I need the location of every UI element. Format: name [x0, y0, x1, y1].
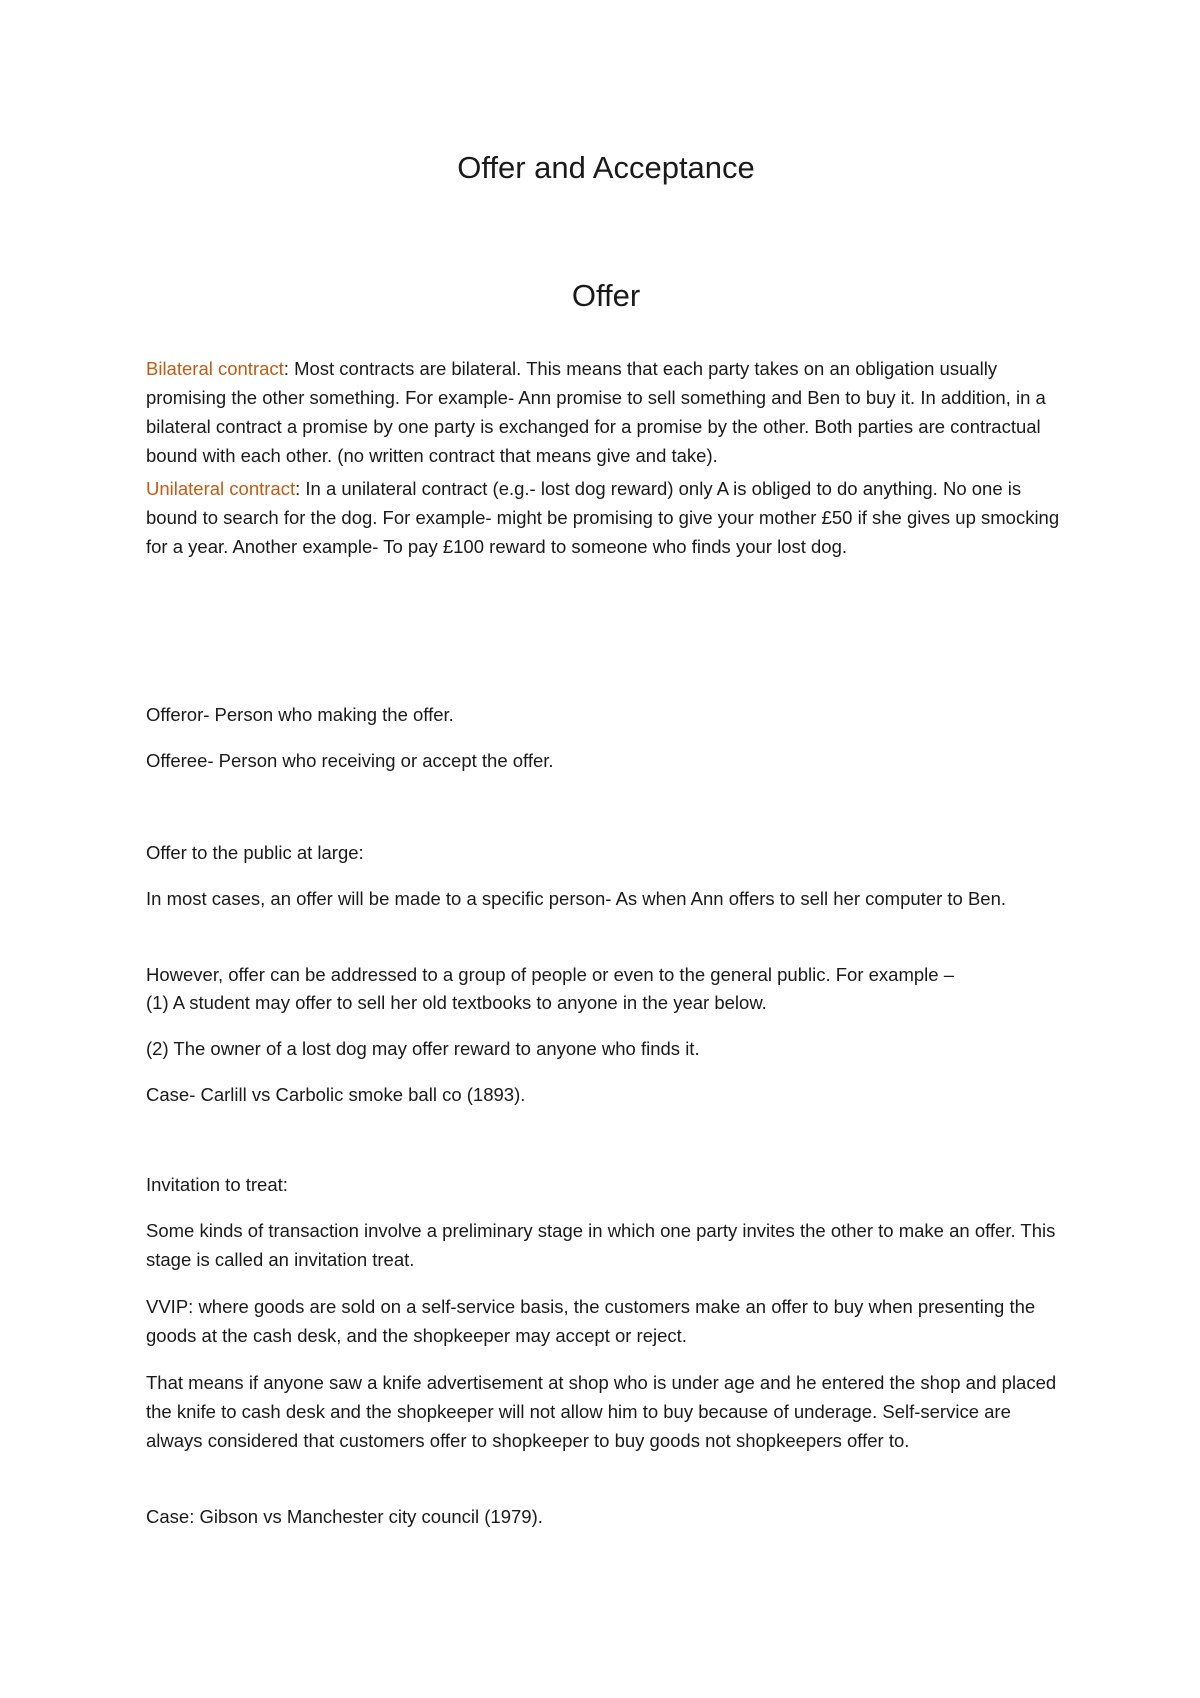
invitation-to-treat-paragraph-1: Some kinds of transaction involve a preliminary stage in which one party invites the other to make an offer. This stage is called an invitation treat. — [146, 1220, 1056, 1270]
unilateral-paragraph — [146, 474, 1066, 561]
document-title: Offer and Acceptance — [457, 150, 755, 185]
public-offer-case: Case- Carlill vs Carbolic smoke ball co (1893). — [146, 1084, 526, 1105]
public-offer-paragraph-2-line-2: (1) A student may offer to sell her old textbooks to anyone in the year below. — [146, 992, 767, 1013]
bilateral-text: : Most contracts are bilateral. This means that each party takes on an obligation usually promising the other something. For example- Ann promise to sell something and Ben to buy it. In addition, in a bilateral contract a promise by one party is exchanged for a promise by the other. Both parties are contractual bound with each other. (no written contract that means give and take). — [146, 358, 1046, 466]
bilateral-term: Bilateral contract — [146, 358, 284, 379]
unilateral-term: Unilateral contract — [146, 478, 296, 499]
invitation-to-treat-paragraph-2: VVIP: where goods are sold on a self-service basis, the customers make an offer to buy when presenting the goods at the cash desk, and the shopkeeper may accept or reject. — [146, 1296, 1036, 1346]
invitation-to-treat-heading: Invitation to treat: — [146, 1174, 288, 1195]
public-offer-paragraph-3: (2) The owner of a lost dog may offer reward to anyone who finds it. — [146, 1038, 700, 1059]
bilateral-paragraph — [146, 354, 1066, 470]
public-offer-paragraph-2-line-1: However, offer can be addressed to a group of people or even to the general public. For example – — [146, 964, 955, 985]
public-offer-paragraph-1: In most cases, an offer will be made to a specific person- As when Ann offers to sell her computer to Ben. — [146, 888, 1007, 909]
invitation-to-treat-case: Case: Gibson vs Manchester city council (1979). — [146, 1506, 543, 1527]
offeror-definition: Offeror- Person who making the offer. — [146, 704, 454, 725]
offeree-definition: Offeree- Person who receiving or accept the offer. — [146, 750, 554, 771]
unilateral-text: : In a unilateral contract (e.g.- lost dog reward) only A is obliged to do anything. No one is bound to search for the dog. For example- might be promising to give your mother £50 if she gives up smocking for a year. Another example- To pay £100 reward to someone who finds your lost dog. — [146, 478, 1060, 557]
public-offer-heading: Offer to the public at large: — [146, 842, 364, 863]
invitation-to-treat-paragraph-3: That means if anyone saw a knife advertisement at shop who is under age and he entered the shop and placed the knife to cash desk and the shopkeeper will not allow him to buy because of underage. Self-service are always considered that customers offer to shopkeeper to buy goods not shopkeepers offer to. — [146, 1372, 1057, 1451]
section-title-offer: Offer — [571, 278, 641, 313]
